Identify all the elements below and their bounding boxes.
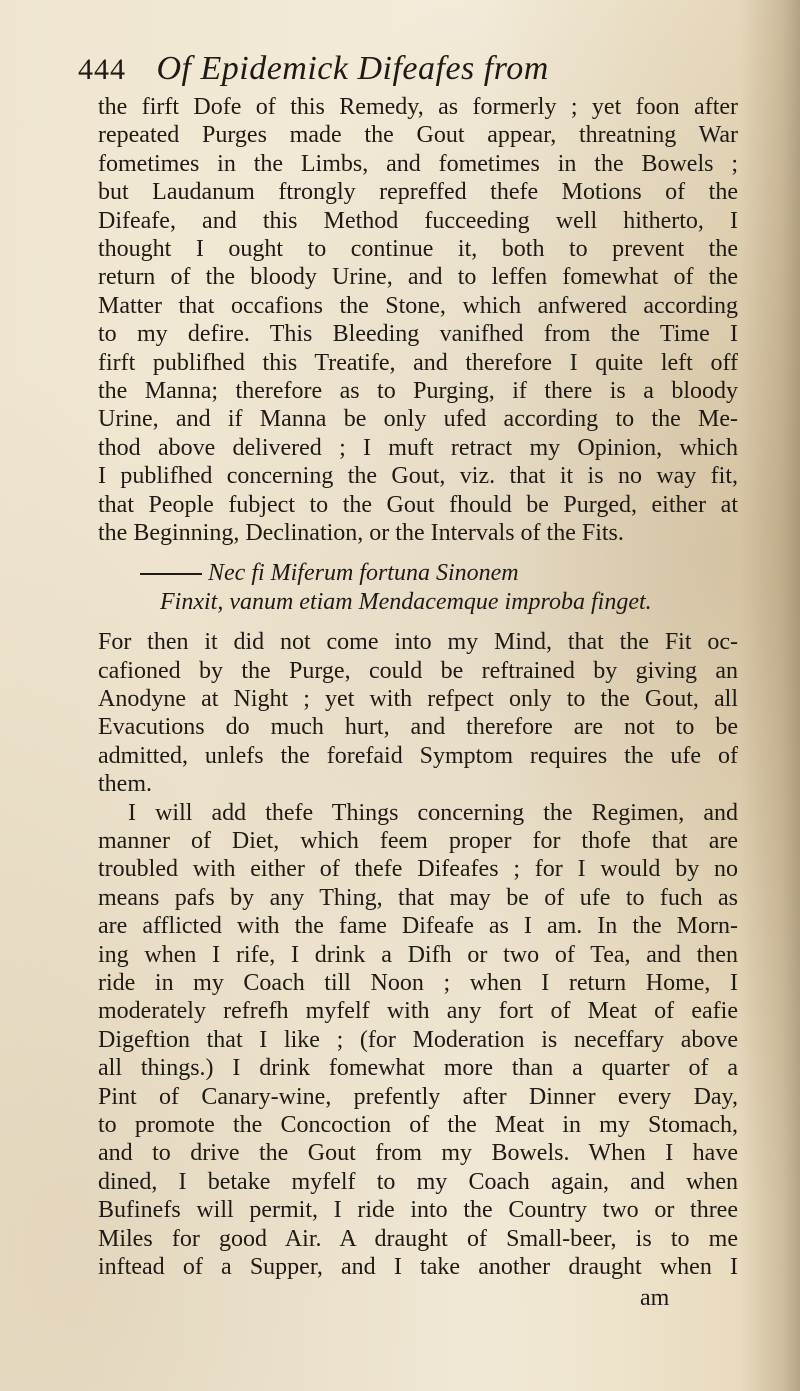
text-line: ing when I rife, I drink a Difh or two of Tea, and then bbox=[98, 941, 738, 968]
text-line: troubled with either of thefe Difeafes ; for I would by no bbox=[98, 856, 738, 883]
text-line: I will add thefe Things concerning the Regimen, and bbox=[128, 799, 738, 826]
text-line: thod above delivered ; I muft retract my Opinion, which bbox=[98, 434, 738, 461]
text-line: Difeafe, and this Method fucceeding well hitherto, I bbox=[98, 207, 738, 234]
text-line: moderately refrefh myfelf with any fort of Meat of eafie bbox=[98, 998, 738, 1025]
text-line: to my defire. This Bleeding vanifhed from the Time I bbox=[98, 321, 738, 348]
text-line: admitted, unlefs the forefaid Symptom requires the ufe of bbox=[98, 742, 738, 769]
text-line: firft publifhed this Treatife, and therefore I quite left off bbox=[98, 349, 738, 376]
text-line: Bufinefs will permit, I ride into the Country two or three bbox=[98, 1197, 738, 1224]
text-line: are afflicted with the fame Difeafe as I am. In the Morn- bbox=[98, 913, 738, 940]
text-line: thought I ought to continue it, both to prevent the bbox=[98, 236, 738, 262]
verse-quote-line-2: Finxit, vanum etiam Mendacemque improba finget. bbox=[160, 588, 652, 615]
text-line: Digeftion that I like ; (for Moderation is neceffary above bbox=[98, 1026, 738, 1053]
page-number: 444 bbox=[78, 53, 126, 86]
text-line: Matter that occafions the Stone, which anfwered according bbox=[98, 292, 738, 319]
text-line: to promote the Concoction of the Meat in my Stomach, bbox=[98, 1112, 738, 1138]
text-line: that People fubject to the Gout fhould be Purged, either at bbox=[98, 491, 738, 518]
text-line: the Beginning, Declination, or the Intervals of the Fits. bbox=[98, 520, 624, 546]
text-line: Miles for good Air. A draught of Small-beer, is to me bbox=[98, 1225, 738, 1252]
text-line: return of the bloody Urine, and to leffen fomewhat of the bbox=[98, 264, 738, 291]
text-line: the Manna; therefore as to Purging, if there is a bloody bbox=[98, 378, 738, 404]
text-line: dined, I betake myfelf to my Coach again, and when bbox=[98, 1168, 738, 1195]
text-line: Urine, and if Manna be only ufed according to the Me- bbox=[98, 406, 738, 433]
text-line: I publifhed concerning the Gout, viz. that it is no way fit, bbox=[98, 463, 738, 490]
text-line: but Laudanum ftrongly repreffed thefe Motions of the bbox=[98, 179, 738, 206]
text-line: all things.) I drink fomewhat more than a quarter of a bbox=[98, 1055, 738, 1082]
text-line: For then it did not come into my Mind, that the Fit oc- bbox=[98, 629, 738, 656]
text-line: and to drive the Gout from my Bowels. When I have bbox=[98, 1140, 738, 1167]
text-line: fometimes in the Limbs, and fometimes in the Bowels ; bbox=[98, 150, 738, 177]
quote-dash bbox=[140, 573, 202, 576]
text-line: the firft Dofe of this Remedy, as formerly ; yet foon after bbox=[98, 94, 738, 120]
text-line: Pint of Canary-wine, prefently after Dinner every Day, bbox=[98, 1083, 738, 1110]
text-line: Anodyne at Night ; yet with refpect only to the Gout, all bbox=[98, 686, 738, 712]
verse-quote-line-1 bbox=[140, 558, 700, 588]
text-line: Evacutions do much hurt, and therefore are not to be bbox=[98, 714, 738, 741]
text-line: ride in my Coach till Noon ; when I return Home, I bbox=[98, 970, 738, 996]
verse-text: Nec fi Miferum fortuna Sinonem bbox=[208, 560, 519, 587]
text-line: repeated Purges made the Gout appear, threatning War bbox=[98, 122, 738, 149]
running-title: Of Epidemick Difeafes from bbox=[156, 50, 549, 87]
text-line: means pafs by any Thing, that may be of ufe to fuch as bbox=[98, 884, 738, 911]
text-line: manner of Diet, which feem proper for thofe that are bbox=[98, 828, 738, 854]
text-line: cafioned by the Purge, could be reftrained by giving an bbox=[98, 657, 738, 684]
text-line: them. bbox=[98, 771, 152, 798]
catchword: am bbox=[640, 1285, 670, 1312]
text-line: inftead of a Supper, and I take another draught when I bbox=[98, 1254, 738, 1280]
